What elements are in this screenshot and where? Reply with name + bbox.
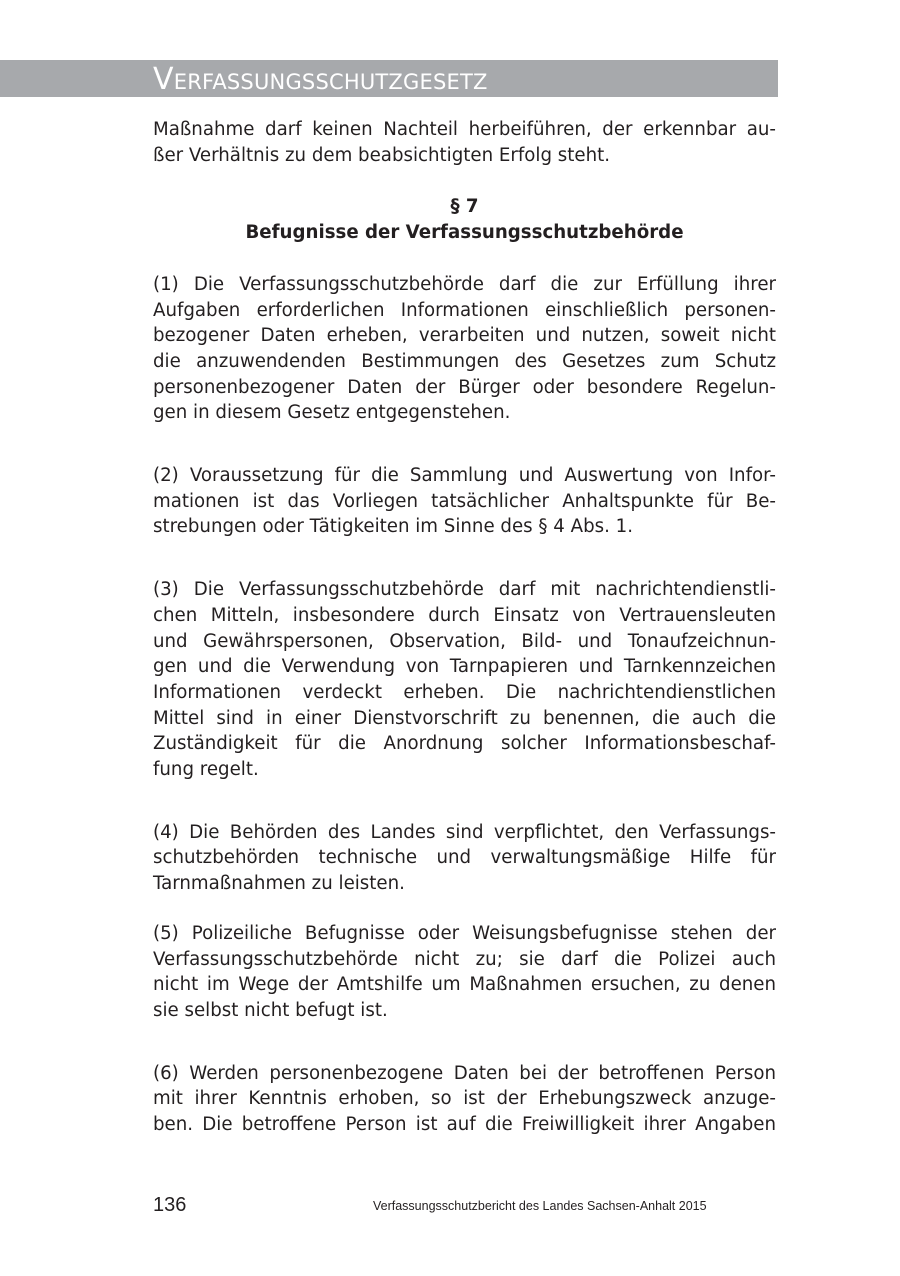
paragraph-2 bbox=[153, 463, 776, 540]
text-line: nicht im Wege der Amtshilfe um Maßnahmen ersuchen, zu denen bbox=[153, 974, 776, 996]
text-line: strebungen oder Tätigkeiten im Sinne des § 4 Abs. 1. bbox=[153, 516, 634, 538]
section-title: Befugnisse der Verfassungsschutzbehörde bbox=[245, 222, 684, 244]
text-line: die anzuwendenden Bestimmungen des Gesetzes zum Schutz bbox=[153, 350, 776, 372]
text-line: Verfassungsschutzbehörde nicht zu; sie darf die Polizei auch bbox=[153, 948, 776, 970]
text-line: Informationen verdeckt erheben. Die nachrichtendienstlichen bbox=[153, 681, 776, 703]
text-line: chen Mitteln, insbesondere durch Einsatz von Vertrauensleuten bbox=[153, 604, 776, 626]
text-line: personenbezogener Daten der Bürger oder besondere Regelun- bbox=[153, 376, 776, 398]
text-line: (3) Die Verfassungsschutzbehörde darf mit nachrichtendienstli- bbox=[153, 579, 776, 601]
text-line: (6) Werden personenbezogene Daten bei der betroffenen Person bbox=[153, 1062, 776, 1084]
intro-paragraph bbox=[153, 117, 776, 168]
text-line: ßer Verhältnis zu dem beabsichtigten Erfolg steht. bbox=[153, 144, 611, 166]
text-line: schutzbehörden technische und verwaltungsmäßige Hilfe für bbox=[153, 847, 776, 869]
text-line: Zuständigkeit für die Anordnung solcher Informationsbeschaf- bbox=[153, 733, 776, 755]
text-line: (1) Die Verfassungsschutzbehörde darf die zur Erfüllung ihrer bbox=[153, 273, 776, 295]
paragraph-6 bbox=[153, 1061, 776, 1138]
text-line: gen und die Verwendung von Tarnpapieren und Tarnkennzeichen bbox=[153, 656, 776, 678]
text-line: sie selbst nicht befugt ist. bbox=[153, 999, 388, 1021]
text-line: Maßnahme darf keinen Nachteil herbeiführen, der erkennbar au- bbox=[153, 119, 776, 140]
text-line: und Gewährspersonen, Observation, Bild- und Tonaufzeichnun- bbox=[153, 630, 776, 652]
footer-source: Verfassungsschutzbericht des Landes Sachsen-Anhalt 2015 bbox=[373, 1199, 707, 1213]
text-line: (5) Polizeiliche Befugnisse oder Weisungsbefugnisse stehen der bbox=[153, 922, 776, 944]
text-line: bezogener Daten erheben, verarbeiten und nutzen, soweit nicht bbox=[153, 325, 776, 347]
section-number: § 7 bbox=[450, 196, 479, 218]
text-line: Tarnmaßnahmen zu leisten. bbox=[153, 873, 405, 895]
text-line: fung regelt. bbox=[153, 759, 259, 781]
text-line: mationen ist das Vorliegen tatsächlicher Anhaltspunkte für Be- bbox=[153, 490, 776, 512]
paragraph-1 bbox=[153, 272, 776, 426]
text-line: (2) Voraussetzung für die Sammlung und Auswertung von Infor- bbox=[153, 465, 776, 487]
page-number: 136 bbox=[153, 1194, 187, 1216]
paragraph-5 bbox=[153, 921, 776, 1024]
text-line: ben. Die betroffene Person ist auf die Freiwilligkeit ihrer Angaben bbox=[153, 1114, 776, 1136]
running-header-title: Verfassungsschutzgesetz bbox=[153, 62, 488, 97]
text-line: mit ihrer Kenntnis erhoben, so ist der Erhebungszweck anzuge- bbox=[153, 1088, 776, 1110]
text-line: Aufgaben erforderlichen Informationen einschließlich personen- bbox=[153, 299, 776, 321]
text-line: gen in diesem Gesetz entgegenstehen. bbox=[153, 402, 511, 424]
paragraph-4 bbox=[153, 820, 776, 897]
header-band bbox=[0, 60, 778, 97]
paragraph-3 bbox=[153, 577, 776, 783]
text-line: (4) Die Behörden des Landes sind verpflichtet, den Verfassungs- bbox=[153, 821, 776, 843]
page-body bbox=[153, 117, 776, 1138]
text-line: Mittel sind in einer Dienstvorschrift zu benennen, die auch die bbox=[153, 707, 776, 729]
